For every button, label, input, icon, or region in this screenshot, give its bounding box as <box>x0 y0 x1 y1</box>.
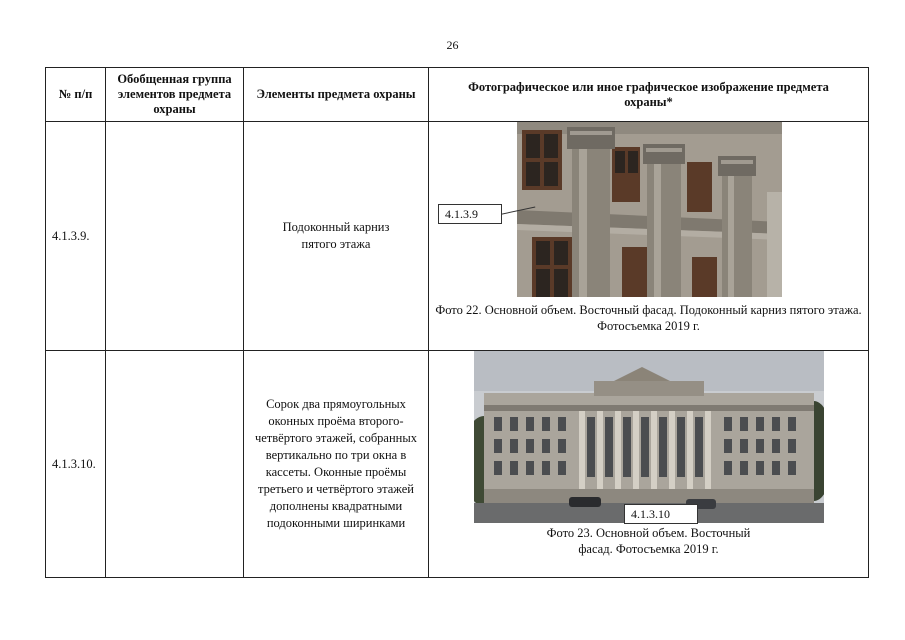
header-group: Обобщенная группа элементов предмета охраны <box>106 68 244 122</box>
row-elements: Сорок два прямоугольных оконных проёма второго-четвёртого этажей, собранных вертикально по три окна в кассеты. Оконные проёмы третьего и четвёртого этажей дополнены квадратными подоконными ширинками <box>244 351 429 578</box>
table-header-row <box>46 68 869 122</box>
page-number: 26 <box>446 38 459 52</box>
row-group <box>106 351 244 578</box>
row-number: 4.1.3.9. <box>46 122 106 351</box>
callout-label: 4.1.3.10 <box>624 504 698 524</box>
row-number: 4.1.3.10. <box>46 351 106 578</box>
row-photo-cell <box>429 351 869 578</box>
row-group <box>106 122 244 351</box>
header-image: Фотографическое или иное графическое изображение предмета охраны* <box>429 68 869 122</box>
photo-caption: Фото 22. Основной объем. Восточный фасад. Подоконный карниз пятого этажа. Фотосъемка 2019 г. <box>435 303 862 333</box>
table-row <box>46 122 869 351</box>
header-num: № п/п <box>46 68 106 122</box>
heritage-elements-table <box>45 67 869 578</box>
photo-caption: Фото 23. Основной объем. Восточный фасад. Фотосъемка 2019 г. <box>546 526 751 556</box>
photo-22-facade-cornice <box>517 122 782 297</box>
row-photo-cell <box>429 122 869 351</box>
callout-label: 4.1.3.9 <box>438 204 502 224</box>
table-row <box>46 351 869 578</box>
header-elements: Элементы предмета охраны <box>244 68 429 122</box>
photo-23-east-facade <box>474 351 824 523</box>
row-elements: Подоконный карниз пятого этажа <box>244 122 429 351</box>
